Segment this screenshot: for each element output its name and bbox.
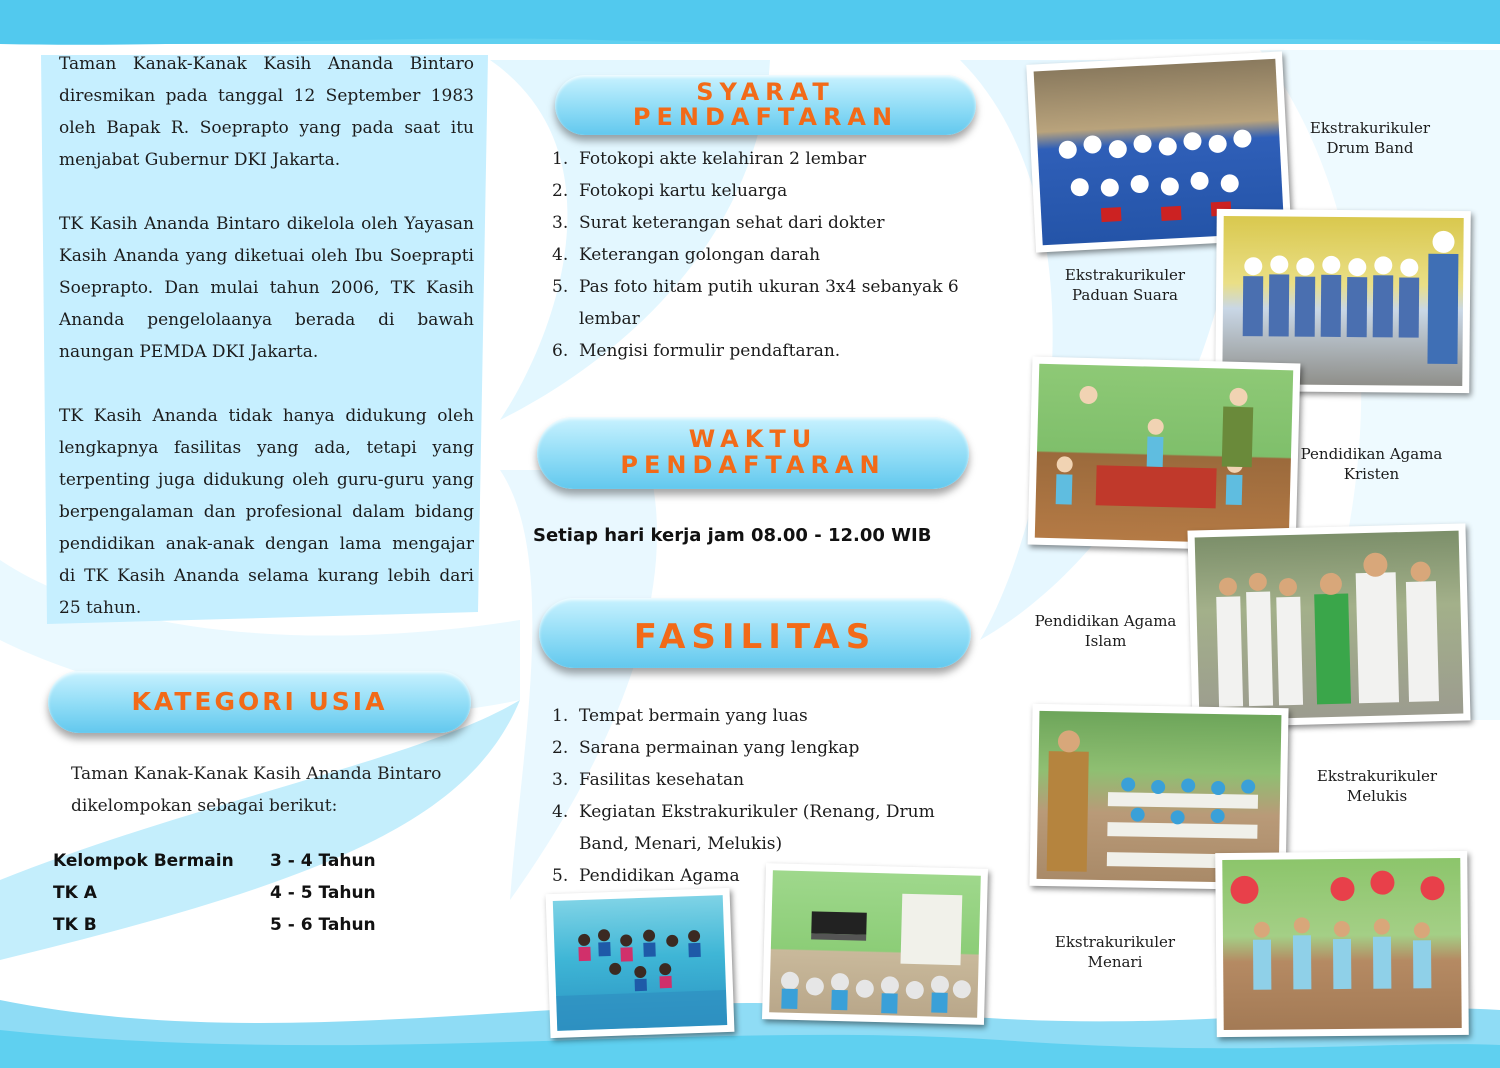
list-item-number: 4. (552, 245, 569, 265)
photo-swimming (546, 888, 735, 1038)
list-item (552, 796, 952, 860)
caption-agama-kristen (1294, 444, 1449, 484)
photo-menari-image (1222, 858, 1461, 1030)
caption-line: Ekstrakurikuler (1064, 266, 1186, 284)
intro-paragraph: TK Kasih Ananda tidak hanya didukung oleh lengkapnya fasilitas yang ada, tetapi yang terpenting juga didukung oleh guru-guru yang berpengalaman dan profesional dalam bidang pendidikan anak-anak dengan lama mengajar di TK Kasih Ananda selama kurang lebih dari 25 tahun. (59, 406, 474, 618)
caption-line: Melukis (1346, 787, 1408, 805)
list-item-text: Sarana permainan yang lengkap (579, 738, 860, 758)
dance-illustration (1222, 858, 1461, 1030)
list-item-number: 2. (552, 181, 569, 201)
age-row-label: TK B (53, 915, 97, 935)
list-item-number: 5. (552, 277, 569, 297)
list-item (552, 271, 972, 335)
caption-agama-islam (1028, 611, 1183, 651)
age-row-value: 4 - 5 Tahun (270, 883, 376, 903)
waktu-title-line1: WAKTU (688, 425, 818, 453)
age-row-value: 3 - 4 Tahun (270, 851, 376, 871)
photo-agama-islam-image (1195, 531, 1464, 721)
photo-agama-islam (1187, 523, 1470, 727)
list-item-text: Mengisi formulir pendaftaran. (579, 341, 841, 361)
syarat-title-line2: PENDAFTARAN (632, 103, 899, 131)
caption-line: Drum Band (1326, 139, 1414, 157)
caption-line: Ekstrakurikuler (1316, 767, 1438, 785)
fasilitas-list (552, 700, 952, 892)
list-item (552, 335, 972, 367)
list-item-text: Surat keterangan sehat dari dokter (579, 213, 885, 233)
list-item-number: 3. (552, 770, 569, 790)
caption-line: Ekstrakurikuler (1309, 119, 1431, 137)
waktu-schedule: Setiap hari kerja jam 08.00 - 12.00 WIB (533, 525, 932, 546)
age-row (53, 851, 376, 871)
list-item-number: 1. (552, 706, 569, 726)
music-class-illustration (769, 870, 981, 1017)
prayer-illustration (1195, 531, 1464, 721)
intro-text (59, 48, 474, 656)
list-item-text: Fotokopi kartu keluarga (579, 181, 788, 201)
intro-paragraph: Taman Kanak-Kanak Kasih Ananda Bintaro diresmikan pada tanggal 12 September 1983 oleh Bapak R. Soeprapto yang pada saat itu menjabat Gubernur DKI Jakarta. (59, 54, 474, 170)
photo-paduan-suara-image (1222, 216, 1463, 386)
list-item-text: Tempat bermain yang luas (579, 706, 808, 726)
kategori-usia-title: KATEGORI USIA (131, 687, 388, 716)
syarat-title-line1: SYARAT (696, 78, 835, 106)
waktu-title-line2: PENDAFTARAN (620, 451, 886, 479)
kategori-intro: Taman Kanak-Kanak Kasih Ananda Bintaro dikelompokan sebagai berikut: (71, 764, 442, 816)
list-item (552, 239, 972, 271)
list-item-text: Pendidikan Agama (579, 866, 740, 886)
photo-music-image (769, 870, 981, 1017)
list-item-number: 4. (552, 802, 569, 822)
photo-agama-kristen-image (1035, 364, 1293, 545)
list-item-text: Fotokopi akte kelahiran 2 lembar (579, 149, 867, 169)
choir-illustration (1222, 216, 1463, 386)
list-item-text: Keterangan golongan darah (579, 245, 821, 265)
list-item (552, 143, 972, 175)
photo-swimming-image (553, 895, 727, 1031)
photo-menari (1215, 851, 1469, 1037)
list-item-text: Fasilitas kesehatan (579, 770, 745, 790)
list-item-number: 2. (552, 738, 569, 758)
list-item (552, 732, 952, 764)
intro-paragraph: TK Kasih Ananda Bintaro dikelola oleh Yayasan Kasih Ananda yang diketuai oleh Ibu Soeprapti Soeprapto. Dan mulai tahun 2006, TK Kasih Ananda pengelolaanya berada di bawah naungan PEMDA DKI Jakarta. (59, 214, 474, 362)
caption-line: Paduan Suara (1072, 286, 1178, 304)
caption-line: Pendidikan Agama (1300, 445, 1443, 463)
list-item (552, 207, 972, 239)
age-row-value: 5 - 6 Tahun (270, 915, 376, 935)
swimming-illustration (553, 895, 727, 1031)
age-row (53, 883, 376, 903)
list-item-number: 1. (552, 149, 569, 169)
list-item-number: 5. (552, 866, 569, 886)
caption-line: Pendidikan Agama (1034, 612, 1177, 630)
kategori-usia-banner (48, 671, 471, 733)
caption-line: Menari (1087, 953, 1143, 971)
caption-line: Kristen (1343, 465, 1400, 483)
caption-drum-band (1300, 118, 1440, 158)
list-item-text: Pas foto hitam putih ukuran 3x4 sebanyak 6 lembar (579, 277, 959, 329)
photo-agama-kristen (1028, 357, 1301, 552)
list-item-number: 3. (552, 213, 569, 233)
fasilitas-banner (539, 598, 971, 668)
caption-paduan-suara (1055, 265, 1195, 305)
waktu-banner (537, 417, 969, 489)
classroom-illustration (1035, 364, 1293, 545)
caption-menari (1045, 932, 1185, 972)
photo-music (762, 863, 988, 1025)
age-row (53, 915, 376, 935)
list-item (552, 175, 972, 207)
list-item-text: Kegiatan Ekstrakurikuler (Renang, Drum Band, Menari, Melukis) (579, 802, 935, 854)
caption-line: Ekstrakurikuler (1054, 933, 1176, 951)
syarat-banner (555, 75, 976, 135)
caption-melukis (1307, 766, 1447, 806)
fasilitas-title: FASILITAS (633, 617, 877, 657)
list-item-number: 6. (552, 341, 569, 361)
age-row-label: Kelompok Bermain (53, 851, 234, 871)
list-item (552, 764, 952, 796)
syarat-list (552, 143, 972, 367)
age-row-label: TK A (53, 883, 97, 903)
list-item (552, 700, 952, 732)
caption-line: Islam (1084, 632, 1127, 650)
